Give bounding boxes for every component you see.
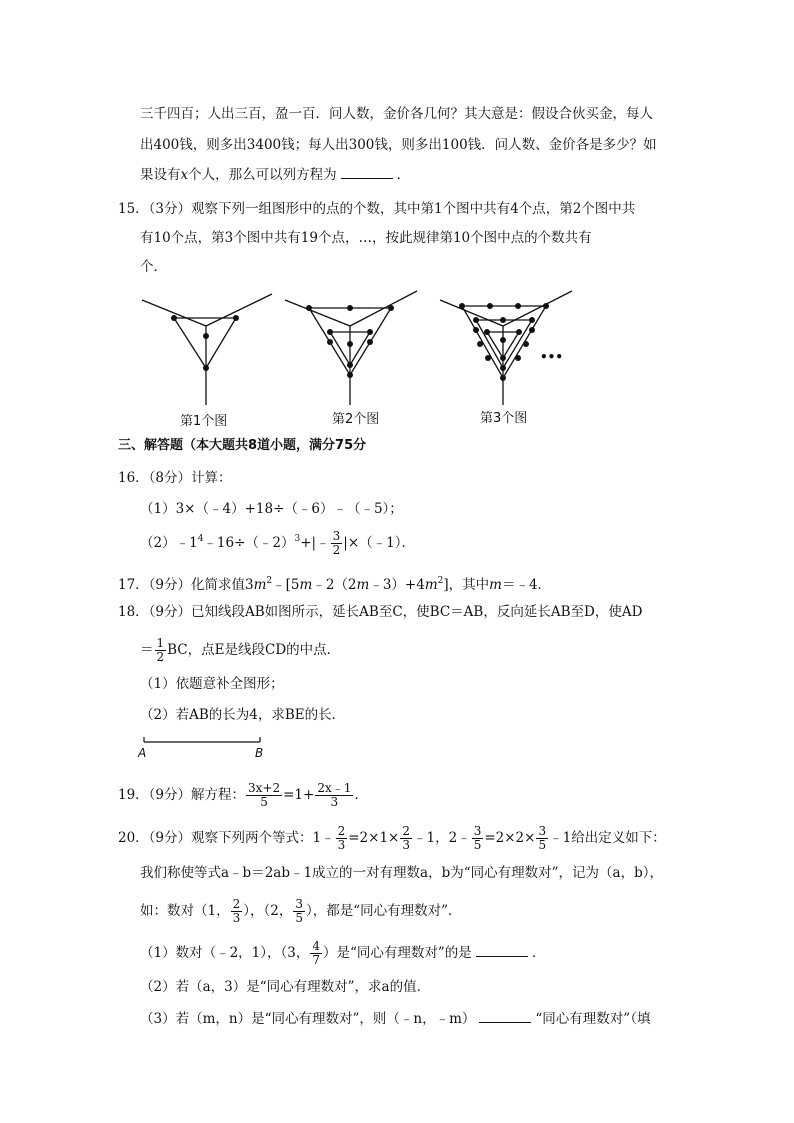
q14-line3: 果设有x个人，那么可以列方程为 ． <box>140 167 411 183</box>
q16-heading: 16．（8分）计算： <box>118 470 232 486</box>
answer-blank <box>476 944 528 957</box>
figure-2-caption: 第2个图 <box>332 412 380 427</box>
figure-3-caption: 第3个图 <box>480 411 528 426</box>
q19-equation: 19．（9分）解方程： $\frac{3x+2}{5}$ =1+ $\frac{2x﹣1}{3}$ ． <box>118 781 368 809</box>
q15-line3: 个． <box>140 259 167 275</box>
figure-1-caption: 第1个图 <box>180 414 228 429</box>
q18-line1: 18．（9分）已知线段AB如图所示，延长AB至C，使BC＝AB，反向延长AB至D，使AD <box>118 604 643 620</box>
section-heading: 三、解答题（本大题共8道小题，满分75分 <box>118 438 367 453</box>
q15-line2: 有10个点，第3个图中共有19个点，…，按此规律第10个图中点的个数共有 <box>140 230 592 246</box>
point-a-label: A <box>138 746 147 760</box>
q16-part1: （1）3×（﹣4）+18÷（﹣6）﹣（﹣5）； <box>140 501 403 517</box>
q18-part1: （1）依题意补全图形； <box>140 676 284 692</box>
point-b-label: B <box>255 746 264 760</box>
q20-line3: 如：数对（1， $\frac{2}{3}$ ），（2， $\frac{3}{5}$ ），都是“同心有理数对”． <box>140 897 462 925</box>
q20-part2: （2）若（a，3）是“同心有理数对”，求a的值． <box>140 979 431 995</box>
q15-line1: 15．（3分）观察下列一组图形中的点的个数，其中第1个图中共有4个点，第2个图中共 <box>118 201 636 217</box>
ellipsis-mark: ••• <box>540 350 564 364</box>
q16-part2: $(2)﹣1^4﹣16\div(﹣2)^3+|﹣$ $\frac{3}{2}$ |×（﹣1）． <box>140 529 415 557</box>
q20-line2: 我们称使等式a﹣b＝2ab﹣1成立的一对有理数a，b为“同心有理数对”，记为（a，b）， <box>140 865 663 881</box>
q14-line2: 出400钱，则多出3400钱；每人出300钱，则多出100钱．问人数、金价各是多少？如 <box>140 137 657 153</box>
q20-line1: 20．（9分）观察下列两个等式：1﹣ $\frac{2}{3}$ =2×1× $\frac{2}{3}$ ﹣1，2﹣ $\frac{3}{5}$ =2×2× $\frac{3}{5}$ ﹣1给出定义如下： <box>118 824 666 852</box>
q14-line1: 三千四百；人出三百，盈一百．问人数，金价各几何？其大意是：假设合伙买金，每人 <box>140 106 653 122</box>
q20-part3: （3）若（m，n）是“同心有理数对”，则（﹣n，﹣m） “同心有理数对”（填 <box>140 1011 651 1027</box>
dot-pattern-figures <box>0 280 794 430</box>
segment-ab-figure <box>130 730 280 760</box>
q20-part1: （1）数对（﹣2，1），（3， $\frac{4}{7}$ ）是“同心有理数对”的是 ． <box>140 939 546 967</box>
q17-text: 17．（9分）化简求值$3m^2﹣[5m﹣2(2m﹣3)+4m^2]$，其中m＝﹣4． <box>118 576 552 593</box>
answer-blank <box>479 1010 531 1023</box>
answer-blank <box>341 166 393 179</box>
q18-line2: ＝ $\frac{1}{2}$ BC，点E是线段CD的中点． <box>140 636 341 664</box>
q18-part2: （2）若AB的长为4，求BE的长． <box>140 707 346 723</box>
